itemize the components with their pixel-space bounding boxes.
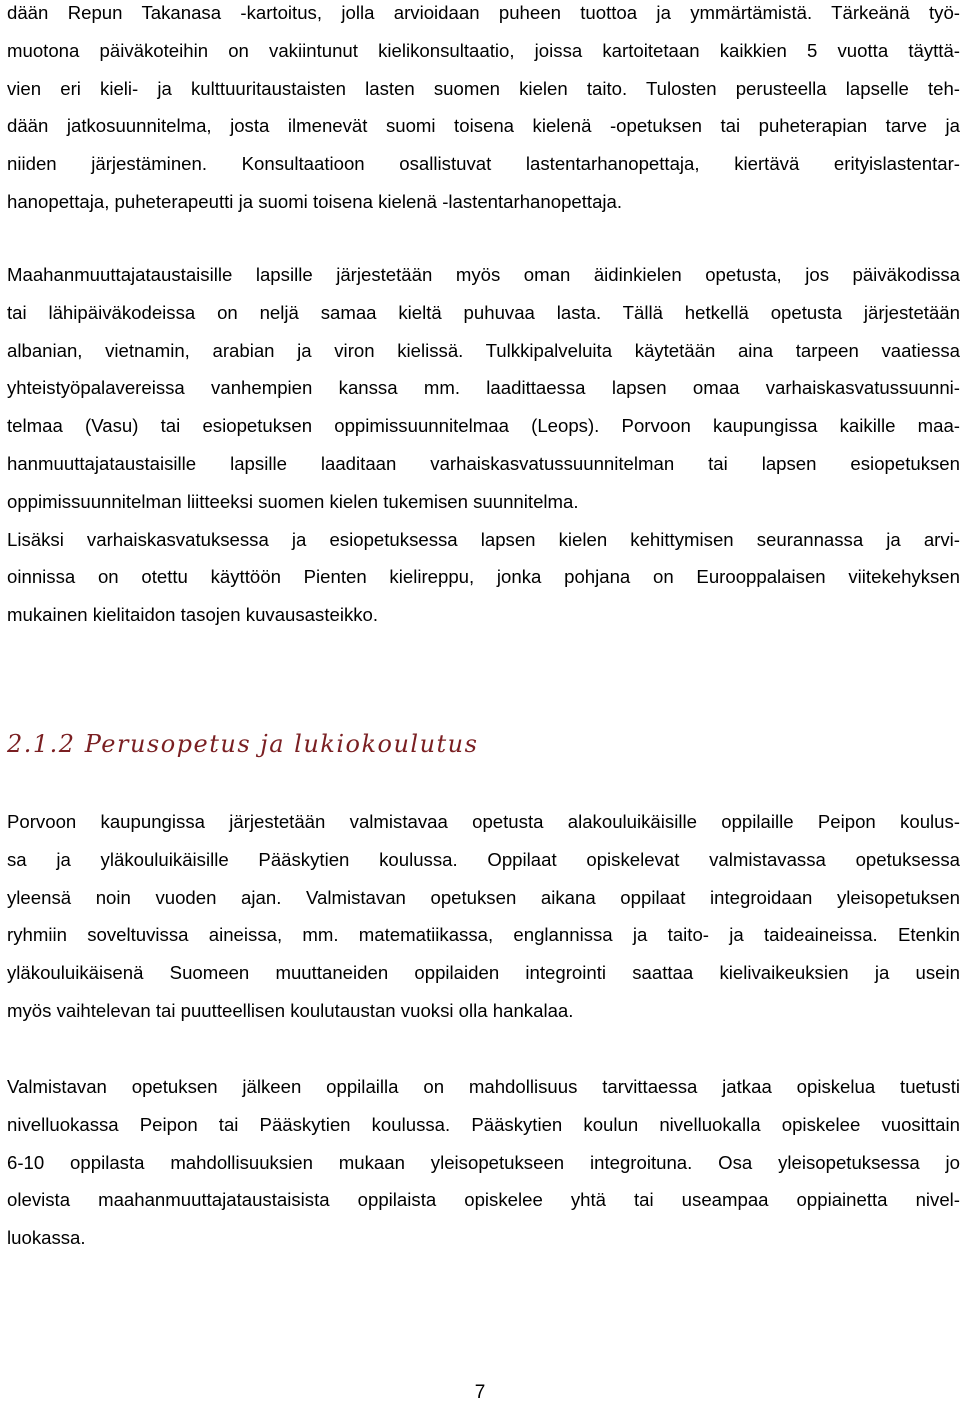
text-line: vien eri kieli- ja kulttuuritaustaisten lasten suomen kielen taito. Tulosten perusteella lapselle teh- bbox=[7, 77, 960, 99]
text-line: albanian, vietnamin, arabian ja viron kielissä. Tulkkipalveluita käytetään aina tarpeen vaatiessa bbox=[7, 339, 960, 361]
text-line: tai lähipäiväkodeissa on neljä samaa kieltä puhuvaa lasta. Tällä hetkellä opetusta järjestetään bbox=[7, 301, 960, 323]
text-line: niiden järjestäminen. Konsultaatioon osallistuvat lastentarhanopettaja, kiertävä erityislastentar- bbox=[7, 153, 960, 175]
text-line: Maahanmuuttajataustaisille lapsille järjestetään myös oman äidinkielen opetusta, jos päiväkodissa bbox=[7, 264, 960, 285]
text-line: myös vaihtelevan tai puutteellisen koulutaustan vuoksi olla hankalaa. bbox=[7, 999, 574, 1021]
text-line: Valmistavan opetuksen jälkeen oppilailla on mahdollisuus tarvittaessa jatkaa opiskelua tuetusti bbox=[7, 1076, 960, 1097]
paragraph bbox=[7, 803, 960, 1030]
paragraph bbox=[7, 256, 960, 634]
text-line: sa ja yläkouluikäisille Pääskytien koulussa. Oppilaat opiskelevat valmistavassa opetuksessa bbox=[7, 848, 960, 870]
text-line: oinnissa on otettu käyttöön Pienten kielireppu, jonka pohjana on Eurooppalaisen viitekehyksen bbox=[7, 566, 960, 588]
text-line: hanmuuttajataustaisille lapsille laaditaan varhaiskasvatussuunnitelman tai lapsen esiopetuksen bbox=[7, 452, 960, 474]
text-line: telmaa (Vasu) tai esiopetuksen oppimissuunnitelmaa (Leops). Porvoon kaupungissa kaikille maa- bbox=[7, 415, 960, 437]
page-number: 7 bbox=[474, 1382, 486, 1403]
text-line: hanopettaja, puheterapeutti ja suomi toisena kielenä -lastentarhanopettaja. bbox=[7, 190, 623, 212]
text-line: muotona päiväkoteihin on vakiintunut kielikonsultaatio, joissa kartoitetaan kaikkien 5 vuotta täyttä- bbox=[7, 39, 960, 61]
text-line: olevista maahanmuuttajataustaisista oppilaista opiskelee yhtä tai useampaa oppiainetta nivel- bbox=[7, 1189, 960, 1211]
text-line: Lisäksi varhaiskasvatuksessa ja esiopetuksessa lapsen kielen kehittymisen seurannassa ja arvi- bbox=[7, 528, 960, 550]
text-line: mukainen kielitaidon tasojen kuvausasteikko. bbox=[7, 604, 379, 626]
text-line: nivelluokassa Peipon tai Pääskytien koulussa. Pääskytien koulun nivelluokalla opiskelee vuosittain bbox=[7, 1113, 960, 1135]
text-line: dään Repun Takanasa -kartoitus, jolla arvioidaan puheen tuottoa ja ymmärtämistä. Tärkeänä työ- bbox=[7, 2, 960, 23]
paragraph bbox=[7, 0, 960, 221]
paragraph bbox=[7, 1068, 960, 1257]
text-line: yläkouluikäisenä Suomeen muuttaneiden oppilaiden integrointi saattaa kielivaikeuksien ja usein bbox=[7, 962, 960, 984]
text-line: 6-10 oppilasta mahdollisuuksien mukaan yleisopetukseen integroituna. Osa yleisopetuksessa jo bbox=[7, 1151, 960, 1173]
text-line: yhteistyöpalavereissa vanhempien kanssa mm. laadittaessa lapsen omaa varhaiskasvatussuunni- bbox=[7, 377, 960, 399]
text-line: yleensä noin vuoden ajan. Valmistavan opetuksen aikana oppilaat integroidaan yleisopetuksen bbox=[7, 886, 960, 908]
text-line: dään jatkosuunnitelma, josta ilmenevät suomi toisena kielenä -opetuksen tai puheterapian tarve ja bbox=[7, 115, 960, 137]
text-line: ryhmiin soveltuvissa aineissa, mm. matematiikassa, englannissa ja taito- ja taideaineissa. Etenkin bbox=[7, 924, 960, 946]
text-line: oppimissuunnitelman liitteeksi suomen kielen tukemisen suunnitelma. bbox=[7, 490, 579, 512]
text-line: luokassa. bbox=[7, 1227, 86, 1249]
text-line: Porvoon kaupungissa järjestetään valmistavaa opetusta alakouluikäisille oppilaille Peipon koulus- bbox=[7, 811, 960, 832]
section-heading: 2.1.2 Perusopetus ja lukiokoulutus bbox=[7, 730, 479, 758]
